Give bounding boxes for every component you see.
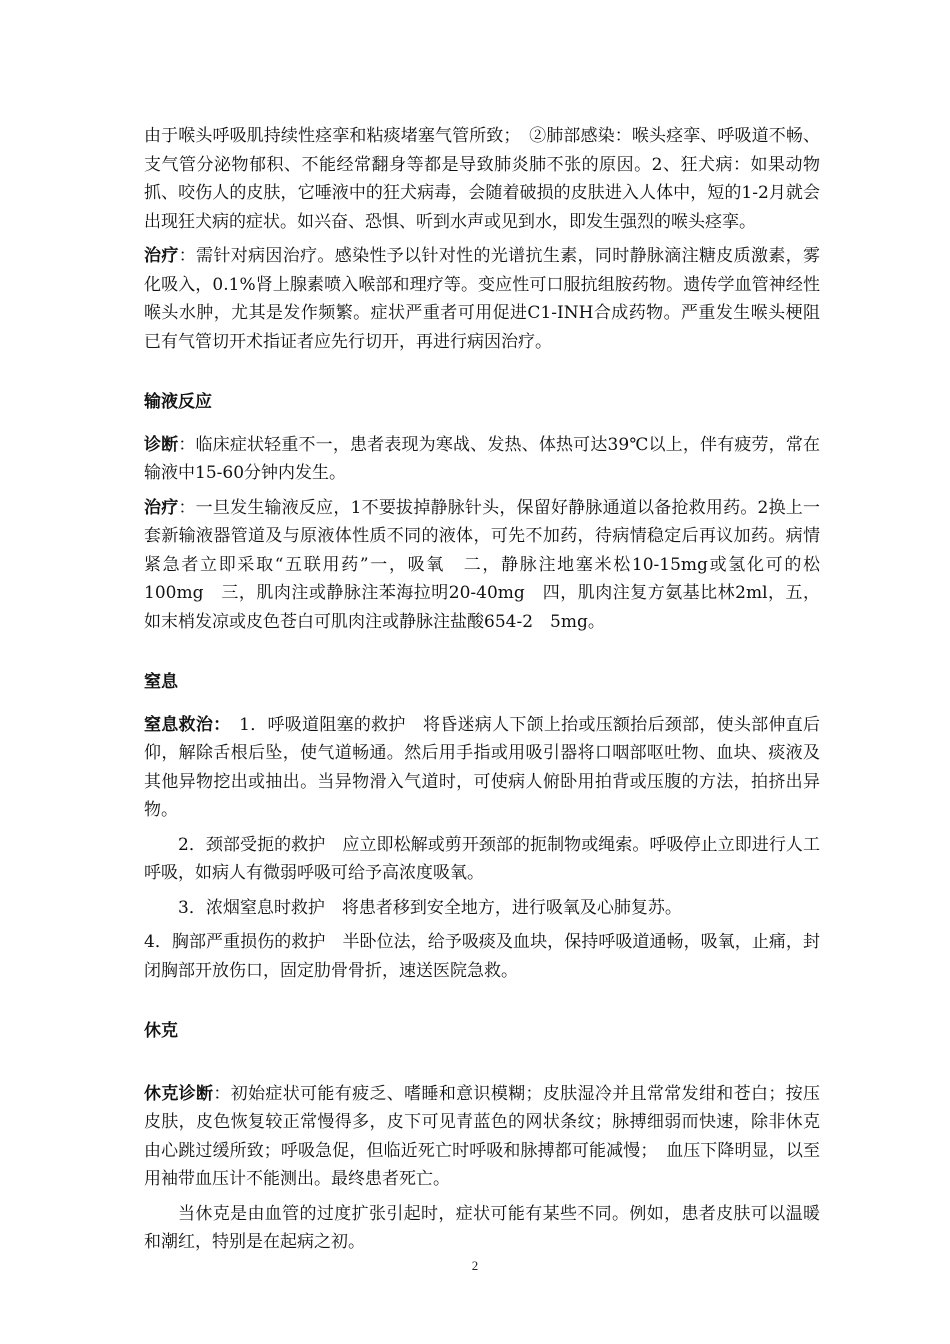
intro-treatment-paragraph xyxy=(144,242,820,356)
treatment-label: 治疗 xyxy=(144,497,179,518)
infusion-heading: 输液反应 xyxy=(144,392,212,412)
shock-heading: 休克 xyxy=(144,1021,178,1041)
intro-paragraph: 由于喉头呼吸肌持续性痉挛和粘痰堵塞气管所致； ②肺部感染：喉头痉挛、呼吸道不畅、支气管分泌物郁积、不能经常翻身等都是导致肺炎肺不张的原因。2、狂犬病：如果动物抓、咬伤人的皮肤，它唾液中的狂犬病毒，会随着破损的皮肤进入人体中，短的1-2月就会出现狂犬病的症状。如兴奋、恐惧、听到水声或见到水，即发生强烈的喉头痉挛。 xyxy=(144,126,820,232)
diagnosis-label: 休克诊断 xyxy=(144,1083,214,1104)
page-content xyxy=(144,122,820,1263)
infusion-diagnosis-paragraph xyxy=(144,431,820,488)
asphyxia-item-3: 3．浓烟窒息时救护 将患者移到安全地方，进行吸氧及心肺复苏。 xyxy=(178,897,682,918)
rescue-label: 窒息救治： xyxy=(144,714,222,735)
diagnosis-text: ：初始症状可能有疲乏、嗜睡和意识模糊；皮肤湿冷并且常常发绀和苍白；按压皮肤，皮色恢复较正常慢得多，皮下可见青蓝色的网状条纹；脉搏细弱而快速，除非休克由心跳过缓所致；呼吸急促，但临近死亡时呼吸和脉搏都可能减慢； 血压下降明显，以至用袖带血压计不能测出。最终患者死亡。 xyxy=(144,1083,821,1189)
shock-paragraph-2: 当休克是由血管的过度扩张引起时，症状可能有某些不同。例如，患者皮肤可以温暖和潮红，特别是在起病之初。 xyxy=(144,1203,820,1252)
asphyxia-item-2: 2．颈部受扼的救护 应立即松解或剪开颈部的扼制物或绳索。呼吸停止立即进行人工呼吸，如病人有微弱呼吸可给予高浓度吸氧。 xyxy=(144,834,820,883)
treatment-text: ：需针对病因治疗。感染性予以针对性的光谱抗生素，同时静脉滴注糖皮质激素，雾化吸入，0.1%肾上腺素喷入喉部和理疗等。变应性可口服抗组胺药物。遗传学血管神经性喉头水肿，尤其是发作频繁。症状严重者可用促进C1-INH合成药物。严重发生喉头梗阻已有气管切开术指证者应先行切开，再进行病因治疗。 xyxy=(144,246,821,352)
diagnosis-label: 诊断 xyxy=(144,434,179,455)
item-text: 1．呼吸道阻塞的救护 将昏迷病人下颌上抬或压额抬后颈部，使头部伸直后仰，解除舌根后坠，使气道畅通。然后用手指或用吸引器将口咽部呕吐物、血块、痰液及其他异物挖出或抽出。当异物滑入气道时，可使病人俯卧用拍背或压腹的方法，拍挤出异物。 xyxy=(144,714,820,820)
asphyxia-item-4: 4．胸部严重损伤的救护 半卧位法，给予吸痰及血块，保持呼吸道通畅，吸氧，止痛，封闭胸部开放伤口，固定肋骨骨折，速送医院急救。 xyxy=(144,932,820,981)
page-number: 2 xyxy=(471,1258,479,1273)
infusion-treatment-paragraph xyxy=(144,494,820,637)
treatment-text: ：一旦发生输液反应，1不要拔掉静脉针头，保留好静脉通道以备抢救用药。2换上一套新输液器管道及与原液体性质不同的液体，可先不加药，待病情稳定后再议加药。病情紧急者立即采取“五联用药”一，吸氧 二，静脉注地塞米松10-15mg或氢化可的松100mg 三，肌肉注或静脉注苯海拉明20-40mg 四，肌肉注复方氨基比林2ml，五，如末梢发凉或皮色苍白可肌肉注或静脉注盐酸654-2 5mg。 xyxy=(144,497,820,632)
treatment-label: 治疗 xyxy=(144,246,179,266)
asphyxia-heading: 窒息 xyxy=(144,672,178,692)
diagnosis-text: ：临床症状轻重不一，患者表现为寒战、发热、体热可达39℃以上，伴有疲劳，常在输液中15-60分钟内发生。 xyxy=(144,434,821,483)
shock-diagnosis-paragraph xyxy=(144,1080,820,1194)
asphyxia-item-1 xyxy=(144,711,820,825)
